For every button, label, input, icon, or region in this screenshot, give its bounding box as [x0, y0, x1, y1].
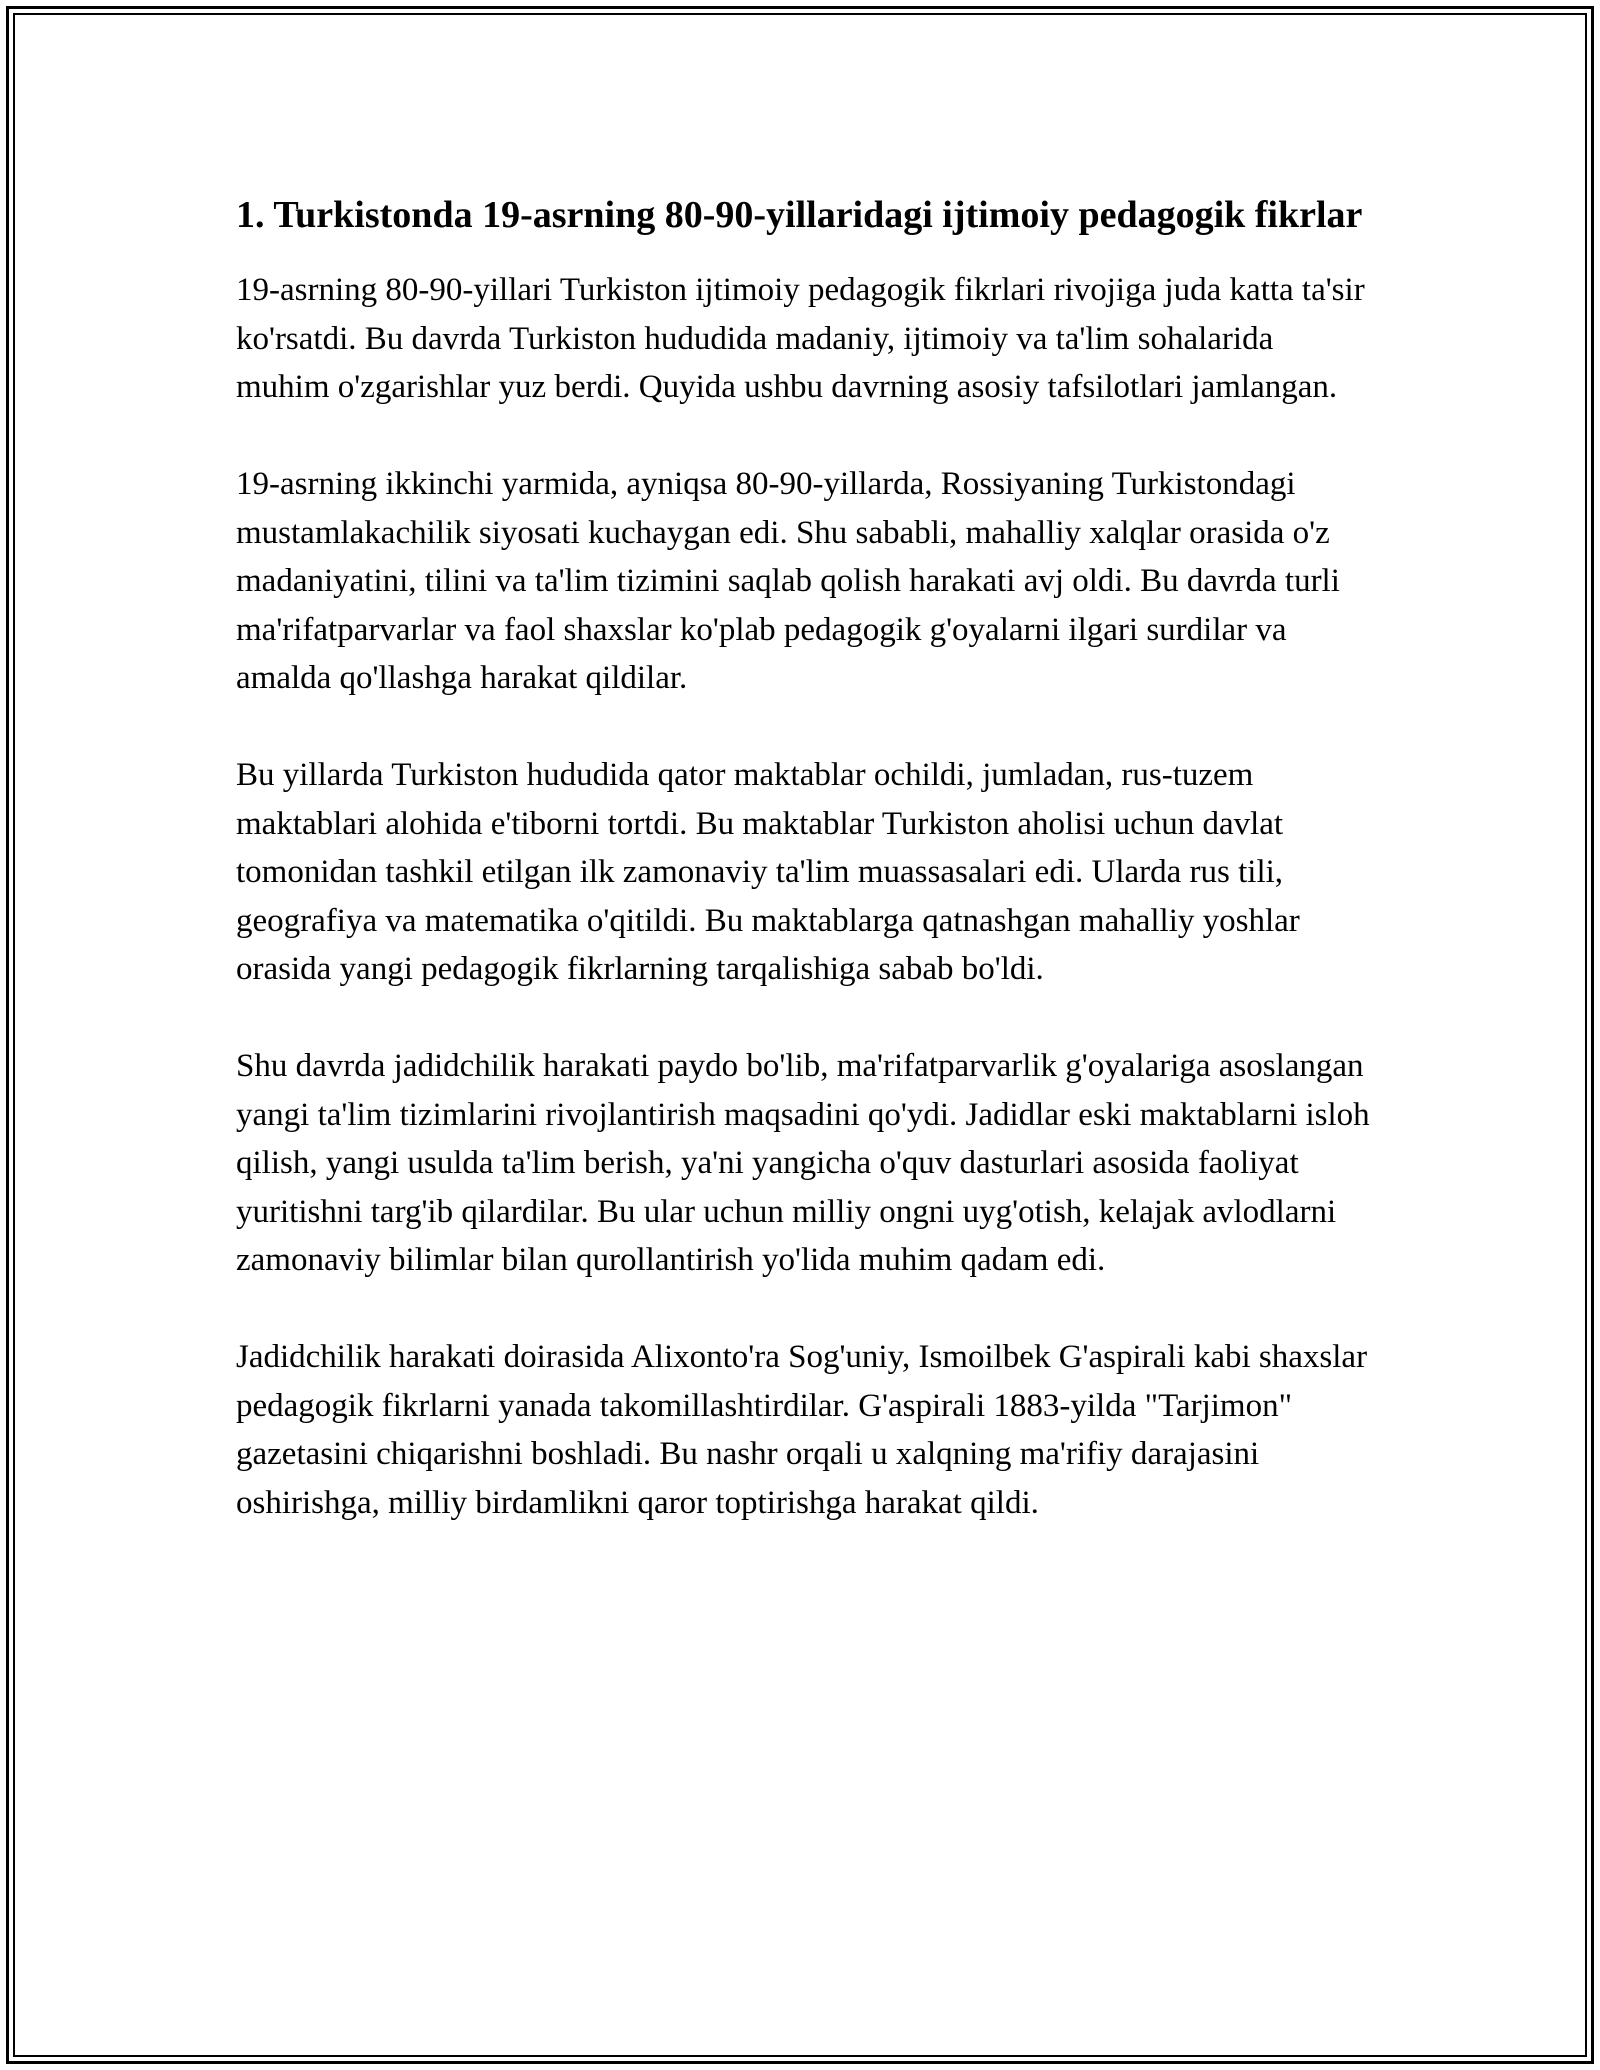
paragraph-jadid-movement: Shu davrda jadidchilik harakati paydo bo'lib, ma'rifatparvarlik g'oyalariga asoslangan yangi ta'lim tizimlarini rivojlantirish maqsadini qo'ydi. Jadidlar eski maktablarni isloh qilish, yangi usulda ta'lim berish, ya'ni yangicha o'quv dasturlari asosida faoliyat yuritishni targ'ib qilardilar. Bu ular uchun milliy ongni uyg'otish, kelajak avlodlarni zamonaviy bilimlar bilan qurollantirish yo'lida muhim qadam edi. — [236, 1048, 1370, 1278]
document-heading: 1. Turkistonda 19-asrning 80-90-yillaridagi ijtimoiy pedagogik fikrlar — [236, 194, 1363, 236]
paragraph-russian-native-schools: Bu yillarda Turkiston hududida qator maktablar ochildi, jumladan, rus-tuzem maktablari alohida e'tiborni tortdi. Bu maktablar Turkiston aholisi uchun davlat tomonidan tashkil etilgan ilk zamonaviy ta'lim muassasalari edi. Ularda rus tili, geografiya va matematika o'qitildi. Bu maktablarga qatnashgan mahalliy yoshlar orasida yangi pedagogik fikrlarning tarqalishiga sabab bo'ldi. — [236, 757, 1300, 987]
paragraph-intro: 19-asrning 80-90-yillari Turkiston ijtimoiy pedagogik fikrlari rivojiga juda katta ta'sir ko'rsatdi. Bu davrda Turkiston hududida madaniy, ijtimoiy va ta'lim sohalarida muhim o'zgarishlar yuz berdi. Quyida ushbu davrning asosiy tafsilotlari jamlangan. — [236, 272, 1365, 405]
document-body — [236, 188, 1372, 1576]
paragraph-colonial-policy: 19-asrning ikkinchi yarmida, ayniqsa 80-90-yillarda, Rossiyaning Turkistondagi mustamlakachilik siyosati kuchaygan edi. Shu sababli, mahalliy xalqlar orasida o'z madaniyatini, tilini va ta'lim tizimini saqlab qolish harakati avj oldi. Bu davrda turli ma'rifatparvarlar va faol shaxslar ko'plab pedagogik g'oyalarni ilgari surdilar va amalda qo'llashga harakat qildilar. — [236, 466, 1340, 696]
paragraph-gaspirali: Jadidchilik harakati doirasida Alixonto'ra Sog'uniy, Ismoilbek G'aspirali kabi shaxslar pedagogik fikrlarni yanada takomillashtirdilar. G'aspirali 1883-yilda "Tarjimon" gazetasini chiqarishni boshladi. Bu nashr orqali u xalqning ma'rifiy darajasini oshirishga, milliy birdamlikni qaror toptirishga harakat qildi. — [236, 1339, 1368, 1521]
